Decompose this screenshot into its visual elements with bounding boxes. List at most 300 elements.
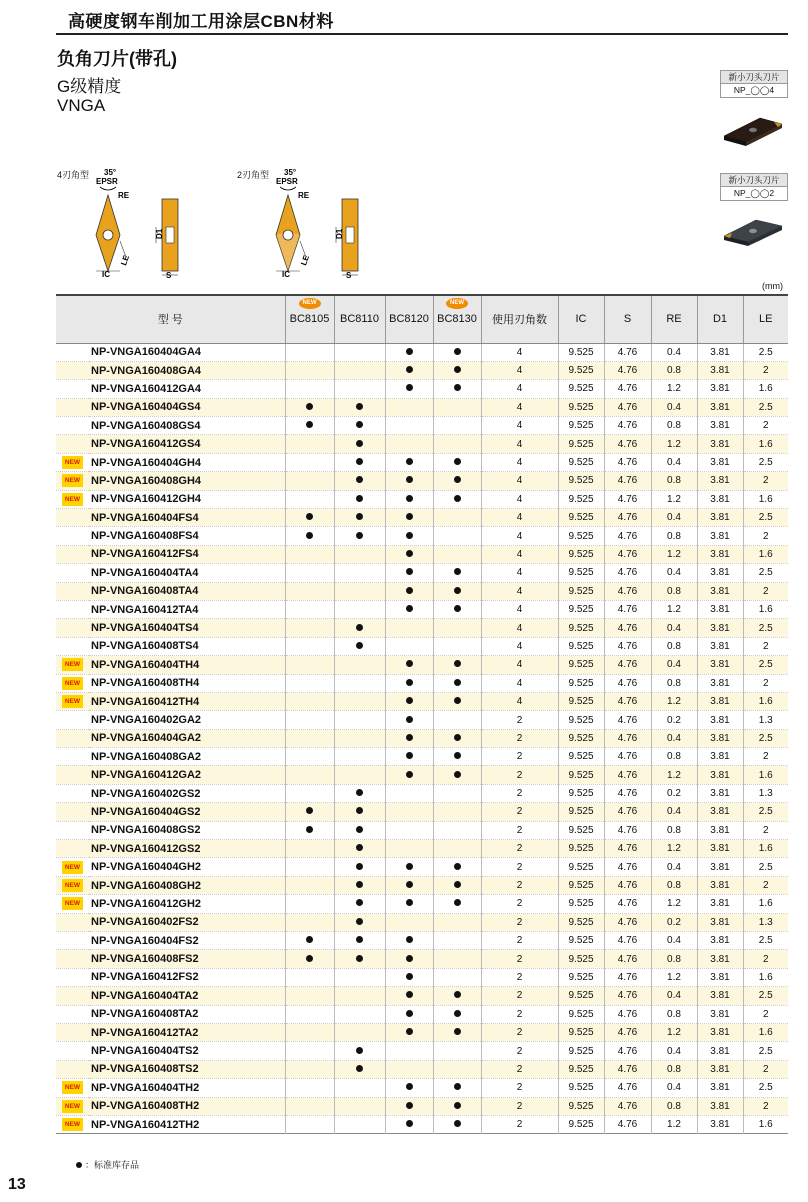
edges-cell: 2 xyxy=(481,1097,558,1115)
le-cell: 1.6 xyxy=(758,438,773,450)
re-cell: 1.2 xyxy=(651,766,697,784)
grade-cell-1 xyxy=(285,619,334,637)
grade-cell-1 xyxy=(285,895,334,913)
grade-cell-1 xyxy=(285,1115,334,1133)
le-cell: 2.5 xyxy=(758,622,773,634)
stock-dot-icon xyxy=(356,458,363,465)
grade-cell-4 xyxy=(433,968,481,986)
product-table xyxy=(56,294,788,1134)
grade-cell-2 xyxy=(334,840,385,858)
grade-cell-1 xyxy=(285,876,334,894)
model-cell: NP-VNGA160412GS2 xyxy=(89,840,285,858)
grade-cell-2 xyxy=(334,1005,385,1023)
ic-cell: 9.525 xyxy=(558,1097,604,1115)
stock-dot-icon xyxy=(454,568,461,575)
s-cell: 4.76 xyxy=(604,932,651,950)
edges-cell: 4 xyxy=(481,361,558,379)
stock-dot-icon xyxy=(306,513,313,520)
re-cell: 0.4 xyxy=(651,1079,697,1097)
epsr-label: EPSR xyxy=(96,177,118,186)
new-cell xyxy=(56,545,89,563)
ic-cell: 9.525 xyxy=(558,784,604,802)
d1-cell: 3.81 xyxy=(697,968,743,986)
d1-cell: 3.81 xyxy=(697,490,743,508)
stock-dot-icon xyxy=(406,458,413,465)
re-cell: 0.8 xyxy=(651,1005,697,1023)
stock-dot-icon xyxy=(356,918,363,925)
grade-cell-4 xyxy=(433,361,481,379)
grade-cell-4 xyxy=(433,656,481,674)
table-row xyxy=(56,435,788,453)
model-cell: NP-VNGA160404TA4 xyxy=(89,564,285,582)
new-cell xyxy=(56,932,89,950)
grade-cell-2 xyxy=(334,637,385,655)
grade-cell-2 xyxy=(334,509,385,527)
table-row xyxy=(56,343,788,361)
grade-cell-2 xyxy=(334,895,385,913)
grade-cell-4 xyxy=(433,932,481,950)
new-cell xyxy=(56,692,89,710)
re-cell: 0.8 xyxy=(651,1060,697,1078)
grade-cell-4 xyxy=(433,619,481,637)
new-cell xyxy=(56,564,89,582)
new-cell xyxy=(56,490,89,508)
new-badge: NEW xyxy=(62,474,83,487)
re-cell: 1.2 xyxy=(651,1115,697,1133)
grade-cell-3 xyxy=(385,968,433,986)
re-label: RE xyxy=(118,191,130,200)
new-cell xyxy=(56,417,89,435)
le-cell: 2 xyxy=(762,751,769,763)
grade-cell-1 xyxy=(285,784,334,802)
new-cell xyxy=(56,895,89,913)
ic-cell: 9.525 xyxy=(558,803,604,821)
unit-label: (mm) xyxy=(762,281,783,291)
stock-dot-icon xyxy=(406,734,413,741)
le-cell: 2.5 xyxy=(758,861,773,873)
grade-cell-2 xyxy=(334,711,385,729)
stock-dot-icon xyxy=(356,1065,363,1072)
table-row xyxy=(56,453,788,471)
model-cell: NP-VNGA160404TA2 xyxy=(89,987,285,1005)
insert-photo-2 xyxy=(722,214,784,248)
grade-cell-4 xyxy=(433,748,481,766)
d1-cell: 3.81 xyxy=(697,748,743,766)
ic-cell: 9.525 xyxy=(558,619,604,637)
new-badge: NEW xyxy=(62,493,83,506)
new-cell xyxy=(56,1023,89,1041)
ic-cell: 9.525 xyxy=(558,545,604,563)
stock-dot-icon xyxy=(356,844,363,851)
grade-cell-3 xyxy=(385,1060,433,1078)
table-row xyxy=(56,564,788,582)
model-cell: NP-VNGA160408TA2 xyxy=(89,1005,285,1023)
model-cell: NP-VNGA160404TH2 xyxy=(89,1079,285,1097)
grade-cell-2 xyxy=(334,932,385,950)
re-cell: 0.4 xyxy=(651,619,697,637)
table-row xyxy=(56,748,788,766)
re-cell: 0.8 xyxy=(651,417,697,435)
re-cell: 0.4 xyxy=(651,932,697,950)
grade-cell-4 xyxy=(433,876,481,894)
grade-cell-2 xyxy=(334,1023,385,1041)
model-cell: NP-VNGA160412GH4 xyxy=(89,490,285,508)
re-cell: 0.2 xyxy=(651,784,697,802)
le-cell: 1.3 xyxy=(758,788,773,800)
model-cell: NP-VNGA160408TS4 xyxy=(89,637,285,655)
grade-cell-4 xyxy=(433,895,481,913)
s-cell: 4.76 xyxy=(604,1115,651,1133)
d1-cell: 3.81 xyxy=(697,509,743,527)
new-cell xyxy=(56,453,89,471)
grade-cell-3 xyxy=(385,490,433,508)
grade-cell-1 xyxy=(285,766,334,784)
stock-dot-icon xyxy=(356,642,363,649)
edges-cell: 4 xyxy=(481,435,558,453)
col-grade-1: NEW BC8105 xyxy=(285,295,334,343)
s-cell: 4.76 xyxy=(604,1060,651,1078)
stock-dot-icon xyxy=(454,1083,461,1090)
grade-cell-3 xyxy=(385,692,433,710)
grade-cell-1 xyxy=(285,417,334,435)
grade-cell-1 xyxy=(285,987,334,1005)
grade-cell-3 xyxy=(385,932,433,950)
edges-cell: 4 xyxy=(481,490,558,508)
stock-dot-icon xyxy=(406,495,413,502)
d1-cell: 3.81 xyxy=(697,637,743,655)
d1-cell: 3.81 xyxy=(697,600,743,618)
table-row xyxy=(56,380,788,398)
grade-cell-1 xyxy=(285,1042,334,1060)
grade-cell-4 xyxy=(433,453,481,471)
grade-cell-1 xyxy=(285,840,334,858)
grade-cell-1 xyxy=(285,380,334,398)
table-row xyxy=(56,417,788,435)
le-cell: 1.6 xyxy=(758,898,773,910)
col-grade-4: NEW BC8130 xyxy=(433,295,481,343)
le-cell: 2.5 xyxy=(758,346,773,358)
le-cell: 2.5 xyxy=(758,732,773,744)
edges-cell: 2 xyxy=(481,858,558,876)
d1-cell: 3.81 xyxy=(697,784,743,802)
grade-cell-3 xyxy=(385,950,433,968)
re-cell: 0.8 xyxy=(651,821,697,839)
grade-cell-4 xyxy=(433,398,481,416)
d1-cell: 3.81 xyxy=(697,453,743,471)
grade-cell-3 xyxy=(385,564,433,582)
stock-dot-icon xyxy=(306,807,313,814)
ic-cell: 9.525 xyxy=(558,509,604,527)
grade-cell-3 xyxy=(385,1023,433,1041)
stock-dot-icon xyxy=(454,752,461,759)
new-badge: NEW xyxy=(62,456,83,469)
model-cell: NP-VNGA160408GS2 xyxy=(89,821,285,839)
s-label: S xyxy=(166,271,172,279)
model-cell: NP-VNGA160408FS4 xyxy=(89,527,285,545)
grade-cell-3 xyxy=(385,600,433,618)
stock-dot-icon xyxy=(406,568,413,575)
new-cell xyxy=(56,711,89,729)
side-label: 新小刀头刀片 xyxy=(721,71,787,84)
col-edges: 使用刃角数 xyxy=(481,295,558,343)
stock-dot-icon xyxy=(406,476,413,483)
model-cell: NP-VNGA160404TS4 xyxy=(89,619,285,637)
d1-cell: 3.81 xyxy=(697,895,743,913)
new-badge: NEW xyxy=(62,861,83,874)
stock-dot-icon xyxy=(306,826,313,833)
stock-dot-icon xyxy=(356,421,363,428)
s-cell: 4.76 xyxy=(604,509,651,527)
table-row xyxy=(56,968,788,986)
model-cell: NP-VNGA160412GS4 xyxy=(89,435,285,453)
new-cell xyxy=(56,600,89,618)
grade-cell-4 xyxy=(433,545,481,563)
d1-cell: 3.81 xyxy=(697,1097,743,1115)
model-cell: NP-VNGA160404GH2 xyxy=(89,858,285,876)
model-cell: NP-VNGA160404TS2 xyxy=(89,1042,285,1060)
insert-photo-4 xyxy=(722,112,784,148)
model-cell: NP-VNGA160404GS4 xyxy=(89,398,285,416)
le-cell: 2.5 xyxy=(758,567,773,579)
stock-dot-icon xyxy=(454,1120,461,1127)
table-row xyxy=(56,1097,788,1115)
model-cell: NP-VNGA160408GH4 xyxy=(89,472,285,490)
grade-cell-4 xyxy=(433,766,481,784)
stock-dot-icon xyxy=(406,660,413,667)
d1-cell: 3.81 xyxy=(697,1023,743,1041)
re-cell: 0.4 xyxy=(651,803,697,821)
le-cell: 2 xyxy=(762,530,769,542)
re-cell: 0.4 xyxy=(651,1042,697,1060)
model-cell: NP-VNGA160404GS2 xyxy=(89,803,285,821)
new-cell xyxy=(56,343,89,361)
d1-cell: 3.81 xyxy=(697,380,743,398)
stock-dot-icon xyxy=(454,1010,461,1017)
new-badge: NEW xyxy=(62,658,83,671)
new-cell xyxy=(56,619,89,637)
edges-cell: 4 xyxy=(481,380,558,398)
grade-cell-1 xyxy=(285,637,334,655)
le-cell: 1.6 xyxy=(758,1119,773,1131)
le-cell: 1.6 xyxy=(758,493,773,505)
ic-cell: 9.525 xyxy=(558,1060,604,1078)
grade-cell-1 xyxy=(285,490,334,508)
grade-cell-4 xyxy=(433,582,481,600)
s-cell: 4.76 xyxy=(604,472,651,490)
d1-cell: 3.81 xyxy=(697,472,743,490)
d1-cell: 3.81 xyxy=(697,711,743,729)
stock-dot-icon xyxy=(406,587,413,594)
col-re: RE xyxy=(651,295,697,343)
model-cell: NP-VNGA160404FS2 xyxy=(89,932,285,950)
grade-cell-1 xyxy=(285,600,334,618)
grade-cell-1 xyxy=(285,1097,334,1115)
model-cell: NP-VNGA160412TA4 xyxy=(89,600,285,618)
stock-dot-icon xyxy=(454,679,461,686)
re-cell: 0.8 xyxy=(651,876,697,894)
new-cell xyxy=(56,398,89,416)
grade-cell-2 xyxy=(334,398,385,416)
stock-dot-icon xyxy=(306,532,313,539)
table-row xyxy=(56,582,788,600)
stock-dot-icon xyxy=(406,679,413,686)
grade-cell-2 xyxy=(334,1079,385,1097)
s-cell: 4.76 xyxy=(604,1079,651,1097)
series-label: VNGA xyxy=(57,96,106,115)
stock-dot-icon xyxy=(406,605,413,612)
edges-cell: 2 xyxy=(481,803,558,821)
stock-dot-icon xyxy=(454,1102,461,1109)
grade-cell-1 xyxy=(285,729,334,747)
stock-dot-icon xyxy=(406,366,413,373)
model-cell: NP-VNGA160404GA2 xyxy=(89,729,285,747)
s-cell: 4.76 xyxy=(604,968,651,986)
grade-cell-2 xyxy=(334,600,385,618)
grade-cell-4 xyxy=(433,600,481,618)
grade-cell-2 xyxy=(334,527,385,545)
d1-cell: 3.81 xyxy=(697,343,743,361)
table-row xyxy=(56,692,788,710)
grade-cell-4 xyxy=(433,692,481,710)
table-row xyxy=(56,913,788,931)
stock-dot-icon xyxy=(406,973,413,980)
le-cell: 2 xyxy=(762,677,769,689)
stock-dot-icon xyxy=(454,697,461,704)
legend-text: ：标准库存品 xyxy=(85,1160,140,1170)
grade-cell-1 xyxy=(285,858,334,876)
grade-cell-4 xyxy=(433,490,481,508)
table-row xyxy=(56,637,788,655)
grade-cell-3 xyxy=(385,435,433,453)
table-row xyxy=(56,840,788,858)
d1-cell: 3.81 xyxy=(697,1042,743,1060)
grade-cell-1 xyxy=(285,398,334,416)
ic-cell: 9.525 xyxy=(558,895,604,913)
ic-cell: 9.525 xyxy=(558,950,604,968)
new-cell xyxy=(56,840,89,858)
ic-cell: 9.525 xyxy=(558,527,604,545)
s-cell: 4.76 xyxy=(604,527,651,545)
side-code: NP_◯◯2 xyxy=(733,188,775,198)
stock-dot-icon xyxy=(306,955,313,962)
le-cell: 2 xyxy=(762,824,769,836)
stock-dot-icon xyxy=(356,789,363,796)
table-row xyxy=(56,472,788,490)
table-row xyxy=(56,766,788,784)
edges-cell: 2 xyxy=(481,913,558,931)
d1-cell: 3.81 xyxy=(697,932,743,950)
le-cell: 2.5 xyxy=(758,659,773,671)
grade-cell-3 xyxy=(385,582,433,600)
stock-dot-icon xyxy=(406,550,413,557)
grade-cell-4 xyxy=(433,1005,481,1023)
le-cell: 2.5 xyxy=(758,512,773,524)
s-cell: 4.76 xyxy=(604,453,651,471)
grade-cell-4 xyxy=(433,858,481,876)
ic-cell: 9.525 xyxy=(558,380,604,398)
table-row xyxy=(56,1023,788,1041)
stock-dot-icon xyxy=(406,697,413,704)
d1-cell: 3.81 xyxy=(697,766,743,784)
stock-dot-icon xyxy=(356,440,363,447)
grade-cell-4 xyxy=(433,729,481,747)
grade-cell-4 xyxy=(433,435,481,453)
s-cell: 4.76 xyxy=(604,1023,651,1041)
stock-dot-icon xyxy=(454,348,461,355)
new-cell xyxy=(56,803,89,821)
le-label: LE xyxy=(119,253,132,267)
stock-dot-icon xyxy=(454,495,461,502)
re-cell: 0.4 xyxy=(651,453,697,471)
grade-cell-4 xyxy=(433,343,481,361)
stock-dot-icon xyxy=(406,955,413,962)
grade-cell-4 xyxy=(433,913,481,931)
ic-cell: 9.525 xyxy=(558,1042,604,1060)
table-row xyxy=(56,674,788,692)
grade-cell-3 xyxy=(385,398,433,416)
grade-cell-4 xyxy=(433,380,481,398)
table-row xyxy=(56,711,788,729)
model-cell: NP-VNGA160408GA4 xyxy=(89,361,285,379)
ic-cell: 9.525 xyxy=(558,435,604,453)
grade-cell-3 xyxy=(385,1005,433,1023)
stock-dot-icon xyxy=(356,1047,363,1054)
edges-cell: 4 xyxy=(481,582,558,600)
grade-cell-4 xyxy=(433,1023,481,1041)
grade-cell-1 xyxy=(285,656,334,674)
re-cell: 1.2 xyxy=(651,895,697,913)
ic-cell: 9.525 xyxy=(558,453,604,471)
model-cell: NP-VNGA160412TH4 xyxy=(89,692,285,710)
stock-dot-icon xyxy=(306,403,313,410)
ic-cell: 9.525 xyxy=(558,766,604,784)
ic-label: IC xyxy=(282,270,290,279)
grade-cell-3 xyxy=(385,1097,433,1115)
grade-cell-3 xyxy=(385,545,433,563)
ic-cell: 9.525 xyxy=(558,361,604,379)
ic-cell: 9.525 xyxy=(558,932,604,950)
new-cell xyxy=(56,968,89,986)
edges-cell: 2 xyxy=(481,729,558,747)
edges-cell: 4 xyxy=(481,527,558,545)
model-cell: NP-VNGA160408TH2 xyxy=(89,1097,285,1115)
s-cell: 4.76 xyxy=(604,545,651,563)
edges-cell: 2 xyxy=(481,1115,558,1133)
grade-cell-2 xyxy=(334,343,385,361)
grade-cell-4 xyxy=(433,1097,481,1115)
ic-cell: 9.525 xyxy=(558,987,604,1005)
new-badge: NEW xyxy=(62,1081,83,1094)
table-row xyxy=(56,950,788,968)
grade-cell-3 xyxy=(385,729,433,747)
stock-dot-icon xyxy=(454,366,461,373)
new-star-icon: NEW xyxy=(299,298,321,309)
ic-cell: 9.525 xyxy=(558,417,604,435)
table-row xyxy=(56,895,788,913)
table-row xyxy=(56,1005,788,1023)
grade-cell-2 xyxy=(334,380,385,398)
new-badge: NEW xyxy=(62,677,83,690)
s-cell: 4.76 xyxy=(604,729,651,747)
edges-cell: 2 xyxy=(481,784,558,802)
edges-cell: 2 xyxy=(481,711,558,729)
edges-cell: 2 xyxy=(481,1005,558,1023)
grade-cell-1 xyxy=(285,821,334,839)
stock-dot-icon xyxy=(454,660,461,667)
model-cell: NP-VNGA160412GA2 xyxy=(89,766,285,784)
grade-cell-3 xyxy=(385,637,433,655)
stock-dot-icon xyxy=(356,955,363,962)
